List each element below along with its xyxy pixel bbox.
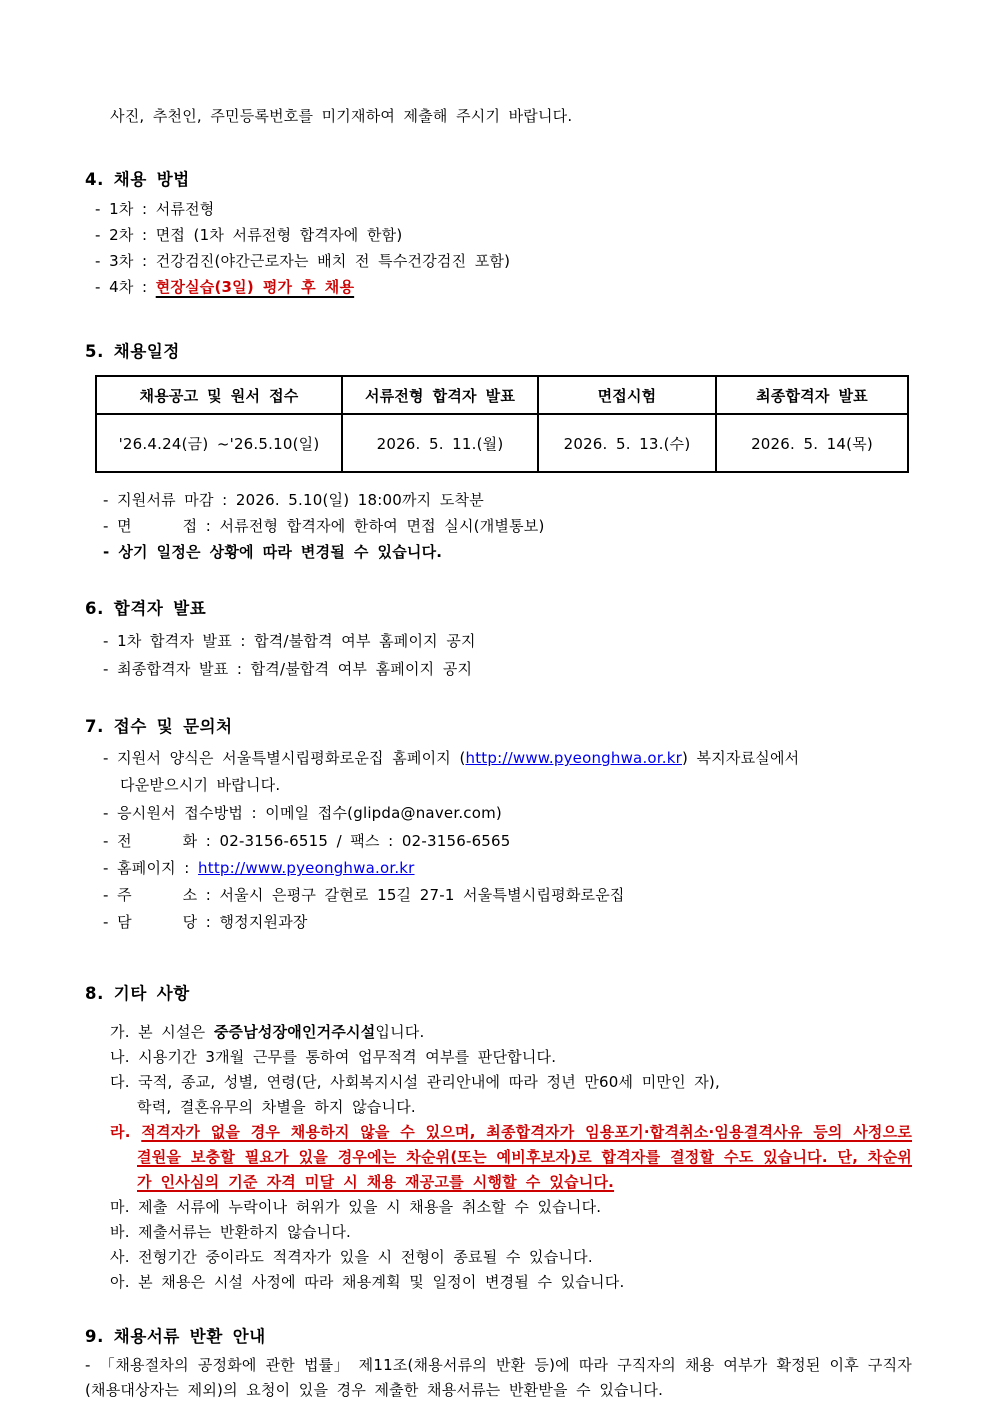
step-4-highlight: 현장실습(3일) 평가 후 채용 (155, 278, 355, 296)
note-schedule-change: - 상기 일정은 상황에 따라 변경될 수 있습니다. (103, 543, 443, 561)
section-8-items (110, 1020, 913, 1295)
homepage-prefix: - 홈페이지 : (103, 859, 199, 877)
ga-prefix: 가. 본 시설은 (110, 1023, 214, 1041)
schedule-header-row (96, 376, 908, 414)
etc-item-na: 나. 시용기간 3개월 근무를 통하여 업무적격 여부를 판단합니다. (110, 1048, 557, 1066)
contact-form-line (103, 745, 910, 772)
ra-prefix: 라. (110, 1123, 142, 1141)
ra-warning-text: 적격자가 없을 경우 채용하지 않을 수 있으며, 최종합격자가 임용포기·합격취소·임용결격사유 등의 사정으로 결원을 보충할 필요가 있을 경우에는 차순위(또는 예비후보자)로 합격자를 결정할 수도 있습니다. 단, 차순위가 인사심의 기준 자격 미달 시 채용 재공고를 시행할 수 있습니다. (137, 1123, 913, 1191)
note-interview: - 면 접 : 서류전형 합격자에 한하여 면접 실시(개별통보) (103, 517, 545, 535)
section-6-items (103, 627, 910, 683)
schedule-table (95, 375, 909, 473)
note-deadline: - 지원서류 마감 : 2026. 5.10(일) 18:00까지 도착분 (103, 491, 484, 509)
section-7-items (103, 745, 910, 936)
section-6-title: 6. 합격자 발표 (85, 599, 207, 618)
etc-item-ra (110, 1120, 912, 1195)
form-line-suffix: ) 복지자료실에서 (682, 749, 800, 767)
schedule-value-final: 2026. 5. 14(목) (716, 414, 908, 472)
form-line-prefix: - 지원서 양식은 서울특별시립평화로운집 홈페이지 ( (103, 749, 466, 767)
schedule-value-row (96, 414, 908, 472)
etc-item-da-line2: 학력, 결혼유무의 차별을 하지 않습니다. (137, 1098, 416, 1116)
section-5-title: 5. 채용일정 (85, 342, 180, 361)
homepage-link-inline[interactable]: http://www.pyeonghwa.or.kr (465, 749, 683, 767)
contact-form-cont: 다운받으시기 바랍니다. (120, 776, 281, 794)
contact-homepage (103, 855, 910, 882)
homepage-link[interactable]: http://www.pyeonghwa.or.kr (198, 859, 415, 877)
schedule-header-final: 최종합격자 발표 (716, 376, 908, 414)
schedule-value-doc-result: 2026. 5. 11.(월) (342, 414, 538, 472)
etc-item-ma: 마. 제출 서류에 누락이나 허위가 있을 시 채용을 취소할 수 있습니다. (110, 1198, 602, 1216)
section-8-title: 8. 기타 사항 (85, 984, 190, 1003)
recruit-step-1: - 1차 : 서류전형 (95, 200, 215, 218)
etc-item-ba: 바. 제출서류는 반환하지 않습니다. (110, 1223, 352, 1241)
schedule-value-interview: 2026. 5. 13.(수) (538, 414, 716, 472)
intro-line: 사진, 추천인, 주민등록번호를 미기재하여 제출해 주시기 바랍니다. (110, 107, 573, 125)
section-4-items (95, 196, 910, 300)
etc-item-ah: 아. 본 채용은 시설 사정에 따라 채용계획 및 일정이 변경될 수 있습니다. (110, 1273, 625, 1291)
schedule-header-interview: 면접시험 (538, 376, 716, 414)
etc-item-sa: 사. 전형기간 중이라도 적격자가 있을 시 전형이 종료될 수 있습니다. (110, 1248, 593, 1266)
ga-facility-name: 중증남성장애인거주시설 (213, 1023, 376, 1041)
contact-email: - 응시원서 접수방법 : 이메일 접수(glipda@naver.com) (103, 804, 502, 822)
schedule-header-doc-result: 서류전형 합격자 발표 (342, 376, 538, 414)
section-9-body: - 「채용절차의 공정화에 관한 법률」 제11조(채용서류의 반환 등)에 따라 구직자의 채용 여부가 확정된 이후 구직자(채용대상자는 제외)의 요청이 있을 경우 제출한 채용서류는 반환받을 수 있습니다. (85, 1356, 912, 1399)
schedule-header-apply: 채용공고 및 원서 접수 (96, 376, 342, 414)
recruit-step-3: - 3차 : 건강검진(야간근로자는 배치 전 특수건강검진 포함) (95, 252, 511, 270)
announce-final: - 최종합격자 발표 : 합격/불합격 여부 홈페이지 공지 (103, 660, 473, 678)
ga-suffix: 입니다. (375, 1023, 425, 1041)
section-5-notes (103, 487, 910, 565)
recruit-step-4 (95, 274, 910, 300)
announce-first: - 1차 합격자 발표 : 합격/불합격 여부 홈페이지 공지 (103, 632, 476, 650)
contact-address: - 주 소 : 서울시 은평구 갈현로 15길 27-1 서울특별시립평화로운집 (103, 886, 625, 904)
section-9-title: 9. 채용서류 반환 안내 (85, 1327, 266, 1346)
recruit-step-2: - 2차 : 면접 (1차 서류전형 합격자에 한함) (95, 226, 403, 244)
contact-manager: - 담 당 : 행정지원과장 (103, 913, 308, 931)
etc-item-da-line1: 다. 국적, 종교, 성별, 연령(단, 사회복지시설 관리안내에 따라 정년 만60세 미만인 자), (110, 1073, 720, 1091)
section-4-title: 4. 채용 방법 (85, 170, 190, 189)
section-7-title: 7. 접수 및 문의처 (85, 717, 233, 736)
step-4-prefix: - 4차 : (95, 278, 156, 296)
schedule-value-apply: '26.4.24(금) ~'26.5.10(일) (96, 414, 342, 472)
etc-item-ga (110, 1020, 910, 1045)
contact-phone: - 전 화 : 02-3156-6515 / 팩스 : 02-3156-6565 (103, 832, 511, 850)
